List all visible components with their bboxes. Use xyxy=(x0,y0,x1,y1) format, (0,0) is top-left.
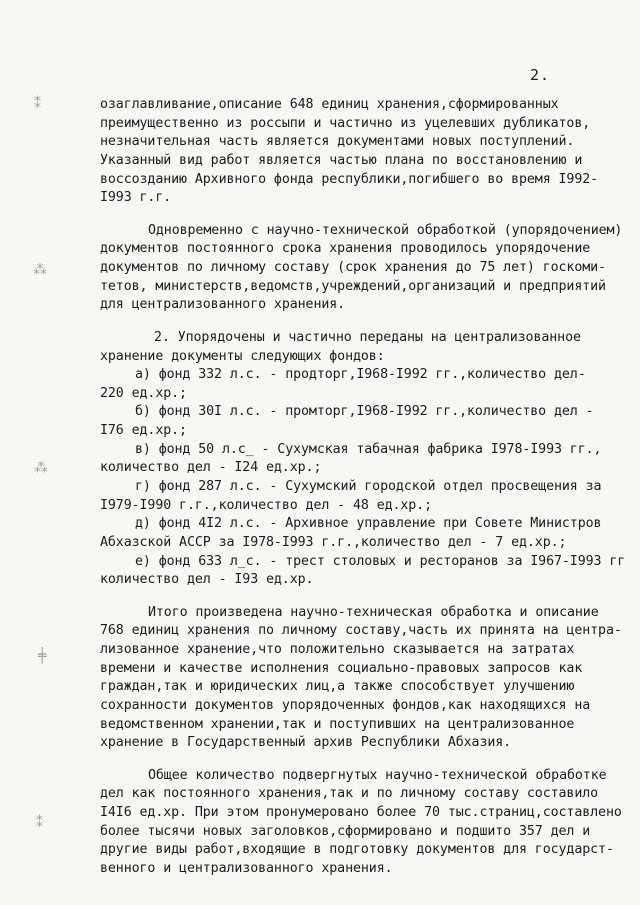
text-line: венного и централизованного хранения. xyxy=(100,861,393,876)
text-line: 2. Упорядочены и частично переданы на централизованное xyxy=(154,330,581,345)
text-line: I4I6 ед.хр. При этом пронумеровано более 70 тыс.страниц,составлено xyxy=(100,805,622,820)
text-line: 768 единиц хранения по личному составу,часть их принята на центра- xyxy=(100,623,622,638)
binding-hole-mark: ⁑ xyxy=(34,96,41,112)
text-line: Указанный вид работ является частью плана по восстановлению и xyxy=(100,153,583,168)
text-line: Абхазской АССР за I978-I993 г.г.,количество дел - 7 ед.хр.; xyxy=(100,535,567,550)
text-line: г) фонд 287 л.с. - Сухумский городской отдел просвещения за xyxy=(135,479,602,494)
text-line: ведомственном хранении,так и поступивших на централизованное xyxy=(100,717,575,732)
page-number: 2. xyxy=(530,66,551,84)
text-line: озаглавливание,описание 648 единиц хранения,сформированных xyxy=(100,97,559,112)
text-line: I993 г.г. xyxy=(100,190,172,205)
binding-hole-mark: ╪ xyxy=(38,648,47,664)
text-line: 220 ед.хр.; xyxy=(100,386,187,401)
text-line: граждан,так и юридических лиц,а также способствует улучшению xyxy=(100,679,575,694)
text-line: в) фонд 50 л.с_ - Сухумская табачная фабрика I978-I993 гг., xyxy=(135,442,602,457)
text-line: тетов, министерств,ведомств,учреждений,организаций и предприятий xyxy=(100,279,606,294)
text-line: воссозданию Архивного фонда республики,погибшего во время I992- xyxy=(100,172,599,187)
text-line: I76 ед.хр.; xyxy=(100,423,187,438)
text-line: времени и качестве исполнения социально-правовых запросов как xyxy=(100,661,583,676)
binding-hole-mark: ⁑ xyxy=(36,815,43,831)
text-line: I979-I990 г.г.,количество дел - 48 ед.хр.; xyxy=(100,498,433,513)
text-line: более тысячи новых заголовков,сформировано и подшито 357 дел и xyxy=(100,824,591,839)
text-line: незначительная часть является документами новых поступлений. xyxy=(100,134,575,149)
binding-hole-mark: ⁂ xyxy=(33,262,47,278)
text-line: д) фонд 4I2 л.с. - Архивное управление при Совете Министров xyxy=(135,516,602,531)
text-line: для централизованного хранения. xyxy=(100,297,346,312)
text-line: документов по личному составу (срок хранения до 75 лет) госкоми- xyxy=(100,260,606,275)
text-line: а) фонд 332 л.с. - продторг,I968-I992 гг.,количество дел- xyxy=(135,367,586,382)
text-line: е) фонд 633 л_с. - трест столовых и ресторанов за I967-I993 гг xyxy=(135,554,626,569)
binding-hole-mark: ⁂ xyxy=(34,460,48,476)
text-line: количество дел - I93 ед.хр. xyxy=(100,572,314,587)
text-line: Одновременно с научно-технической обработкой (упорядочением) xyxy=(148,223,623,238)
text-line: документов постоянного срока хранения проводилось упорядочение xyxy=(100,241,591,256)
text-line: Итого произведена научно-техническая обработка и описание xyxy=(148,605,599,620)
text-line: лизованное хранение,что положительно сказывается на затратах xyxy=(100,642,575,657)
text-line: сохранности документов упорядоченных фондов,как находящихся на xyxy=(100,698,591,713)
text-line: Общее количество подвергнутых научно-технической обработке xyxy=(148,768,607,783)
text-line: количество дел - I24 ед.хр.; xyxy=(100,460,322,475)
text-line: хранение в Государственный архив Республики Абхазия. xyxy=(100,735,512,750)
text-line: дел как постоянного хранения,так и по личному составу составило xyxy=(100,786,599,801)
text-line: б) фонд 30I л.с. - промторг,I968-I992 гг.,количество дел - xyxy=(135,404,594,419)
text-line: преимущественно из россыпи и частично из уцелевших дубликатов, xyxy=(100,116,591,131)
text-line: другие виды работ,входящие в подготовку документов для государст- xyxy=(100,842,614,857)
text-line: хранение документы следующих фондов: xyxy=(100,349,385,364)
